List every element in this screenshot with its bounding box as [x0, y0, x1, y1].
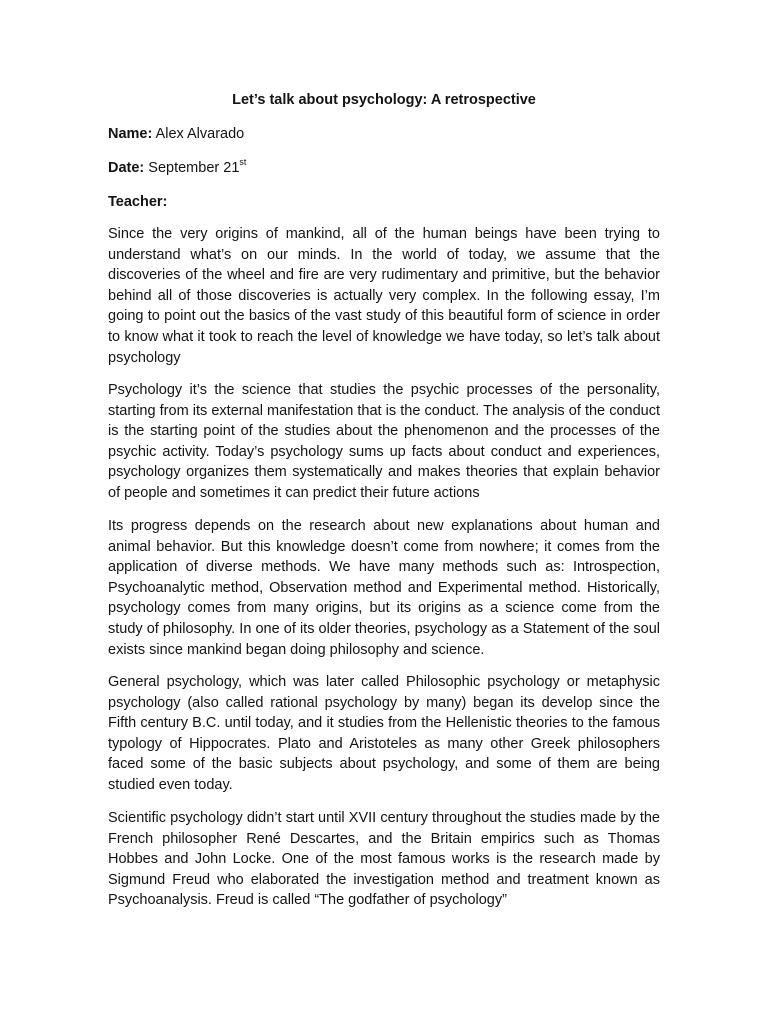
paragraph-2: Psychology it’s the science that studies the psychic processes of the personality, starting from its external manifestation that is the conduct. The analysis of the conduct is the starting point of the studies about the phenomenon and the processes of the psychic activity. Today’s psychology sums up facts about conduct and experiences, psychology organizes them systematically and makes theories that explain behavior of people and sometimes it can predict their future actions: [108, 382, 660, 501]
name-label: Name:: [108, 126, 153, 142]
teacher-label: Teacher:: [108, 194, 168, 210]
date-field: [108, 158, 246, 178]
paragraph-4: General psychology, which was later called Philosophic psychology or metaphysic psychology (also called rational psychology by many) began its develop since the Fifth century B.C. until today, and it studies from the Hellenistic theories to the famous typology of Hippocrates. Plato and Aristoteles as many other Greek philosophers faced some of the basic subjects about psychology, and some of them are being studied even today.: [108, 674, 660, 793]
paragraph-1: Since the very origins of mankind, all of the human beings have been trying to understand what’s on our minds. In the world of today, we assume that the discoveries of the wheel and fire are very rudimentary and primitive, but the behavior behind all of those discoveries is actually very complex. In the following essay, I’m going to point out the basics of the vast study of this beautiful form of science in order to know what it took to reach the level of knowledge we have today, so let’s talk about psychology: [108, 226, 660, 366]
date-suffix: st: [239, 157, 247, 168]
teacher-field: [108, 192, 167, 212]
name-field: [108, 124, 244, 144]
document-title: Let’s talk about psychology: A retrospective: [232, 92, 536, 108]
paragraph-3: Its progress depends on the research about new explanations about human and animal behavior. But this knowledge doesn’t come from nowhere; it comes from the application of diverse methods. We have many methods such as: Introspection, Psychoanalytic method, Observation method and Experimental method. Historically, psychology comes from many origins, but its origins as a science come from the study of philosophy. In one of its older theories, psychology as a Statement of the soul exists since mankind began doing philosophy and science.: [108, 518, 660, 658]
name-value: Alex Alvarado: [152, 126, 245, 142]
paragraph-5: Scientific psychology didn’t start until XVII century throughout the studies made by the French philosopher René Descartes, and the Britain empirics such as Thomas Hobbes and John Locke. One of the most famous works is the research made by Sigmund Freud who elaborated the investigation method and treatment known as Psychoanalysis. Freud is called “The godfather of psychology”: [108, 810, 660, 909]
date-label: Date:: [108, 160, 145, 176]
date-value: September 21: [144, 160, 240, 176]
